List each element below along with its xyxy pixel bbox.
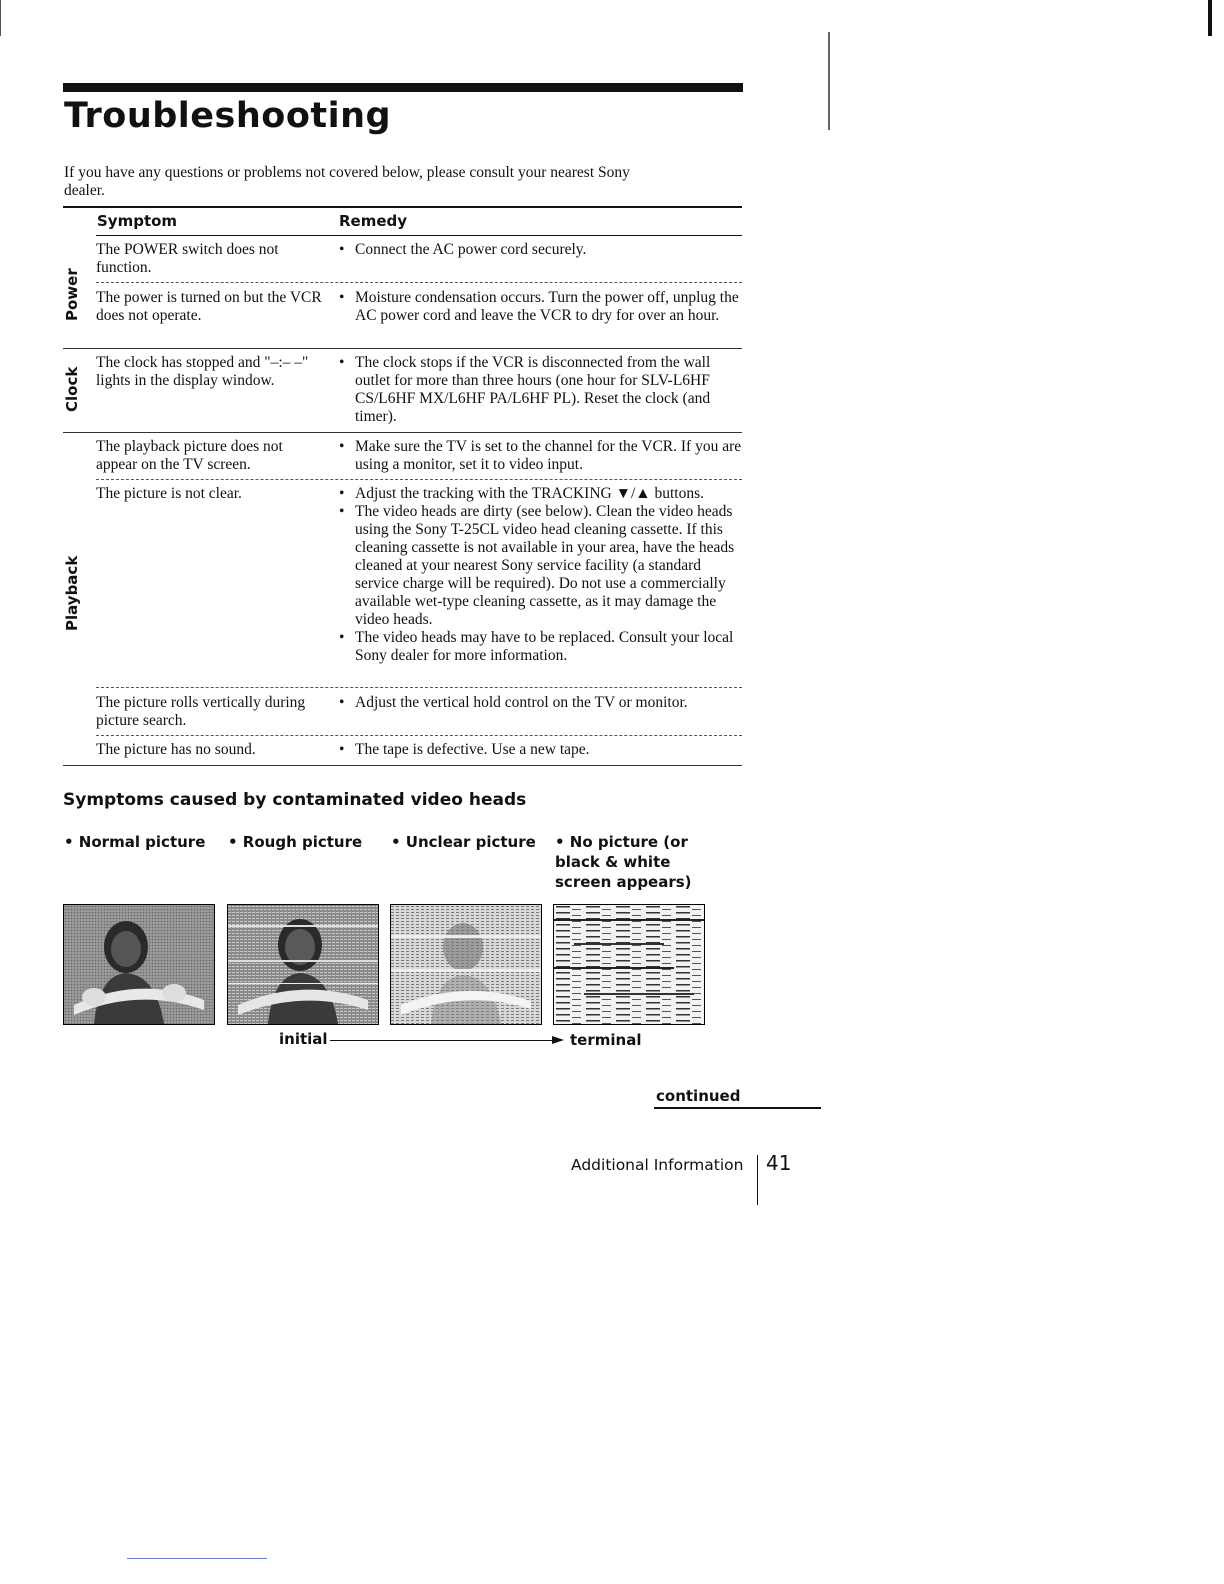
- remedy-item: • The clock stops if the VCR is disconnected from the wall outlet for more than three hours (one hour for SLV-L6HF CS/L6HF MX/L6HF PA/L6HF PL). Reset the clock (and timer).: [336, 354, 742, 426]
- continued-label: continued: [656, 1087, 741, 1105]
- table-bottom-rule: [63, 765, 742, 766]
- picture-label-unclear: • Unclear picture: [391, 833, 536, 851]
- progression-arrow: [330, 1040, 558, 1041]
- contamination-heading: Symptoms caused by contaminated video heads: [63, 790, 527, 810]
- scan-edge-mark: [0, 0, 1, 36]
- scan-edge-mark: [1208, 0, 1212, 36]
- unclear-picture-image: [390, 904, 542, 1025]
- remedy-item: • Make sure the TV is set to the channel for the VCR. If you are using a monitor, set it to video input.: [336, 438, 742, 474]
- section-label-playback: Playback: [63, 555, 81, 631]
- remedy-item: • The tape is defective. Use a new tape.: [336, 741, 742, 759]
- remedy-list: [336, 438, 742, 474]
- picture-label-normal: • Normal picture: [64, 833, 206, 851]
- picture-label-no-picture: • No picture (or black & white screen appears): [555, 833, 692, 891]
- intro-text: If you have any questions or problems not covered below, please consult your nearest Sony dealer.: [64, 164, 630, 199]
- section-label-clock: Clock: [63, 366, 81, 412]
- table-top-rule: [63, 206, 742, 208]
- symptom-text: The POWER switch does not function.: [96, 241, 279, 276]
- section-clock: [63, 349, 742, 432]
- symptom-text: The picture has no sound.: [96, 741, 256, 758]
- rough-picture-image: [227, 904, 379, 1025]
- page-title: Troubleshooting: [64, 96, 392, 136]
- scale-end-label: terminal: [570, 1031, 642, 1049]
- scan-margin-mark: [828, 32, 830, 130]
- title-rule: [63, 83, 743, 92]
- symptom-text: The playback picture does not appear on the TV screen.: [96, 438, 283, 473]
- row-rule: [96, 479, 742, 480]
- remedy-item: • The video heads may have to be replaced. Consult your local Sony dealer for more information.: [336, 629, 742, 665]
- remedy-list: [336, 694, 742, 712]
- remedy-column-header: Remedy: [339, 212, 408, 230]
- normal-picture-image: [63, 904, 215, 1025]
- remedy-list: [336, 241, 742, 259]
- scale-start-label: initial: [279, 1030, 328, 1048]
- row-rule: [96, 735, 742, 736]
- footer-section-title: Additional Information: [571, 1156, 744, 1174]
- remedy-item: • Moisture condensation occurs. Turn the power off, unplug the AC power cord and leave the VCR to dry for over an hour.: [336, 289, 742, 325]
- continued-rule: [654, 1107, 821, 1109]
- remedy-list: [336, 354, 742, 426]
- remedy-item: • Adjust the vertical hold control on the TV or monitor.: [336, 694, 742, 712]
- arrow-head-icon: [552, 1036, 564, 1044]
- section-power: [63, 236, 742, 352]
- symptom-text: The clock has stopped and "–:– –" lights in the display window.: [96, 354, 309, 389]
- section-label-power: Power: [63, 268, 81, 322]
- row-rule: [96, 282, 742, 283]
- remedy-item: • The video heads are dirty (see below). Clean the video heads using the Sony T-25CL video head cleaning cassette. If this cleaning cassette is not available in your area, have the heads cleaned at your nearest Sony service facility (a standard service charge will be required). Do not use a commercially available wet-type cleaning cassette, as it may damage the video heads.: [336, 503, 742, 629]
- page-number: 41: [766, 1151, 792, 1175]
- symptom-column-header: Symptom: [97, 212, 178, 230]
- scan-artifact-rule: [127, 1558, 267, 1559]
- remedy-item: • Adjust the tracking with the TRACKING ▼/▲ buttons.: [336, 485, 742, 503]
- symptom-text: The picture is not clear.: [96, 485, 242, 502]
- remedy-list: [336, 741, 742, 759]
- picture-label-rough: • Rough picture: [228, 833, 363, 851]
- footer-divider: [757, 1155, 758, 1205]
- no-picture-image: [553, 904, 705, 1025]
- symptom-text: The picture rolls vertically during picture search.: [96, 694, 306, 729]
- remedy-list: [336, 289, 742, 325]
- remedy-item: • Connect the AC power cord securely.: [336, 241, 742, 259]
- row-rule: [96, 687, 742, 688]
- remedy-list: [336, 485, 742, 665]
- section-playback: [63, 433, 742, 765]
- symptom-text: The power is turned on but the VCR does not operate.: [96, 289, 322, 324]
